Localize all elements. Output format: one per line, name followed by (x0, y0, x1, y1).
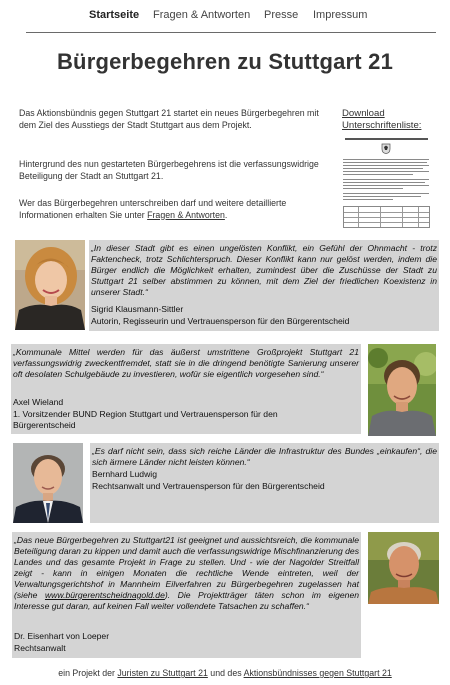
intro-paragraph-3-text: Wer das Bürgerbegehren unterschreiben darf und weitere detaillierte Informationen erhalten Sie unter (19, 198, 287, 220)
thumb-text-line (343, 196, 421, 197)
quote-author-3: Bernhard Ludwig (92, 469, 157, 479)
thumb-text-line (343, 159, 429, 160)
quote-box-1 (89, 240, 439, 331)
download-signature-list-link[interactable]: Download Unterschriftenliste: (342, 108, 422, 131)
thumb-table-rule (402, 207, 403, 227)
portrait-photo-older-man (368, 532, 439, 604)
thumb-table-rule (358, 207, 359, 227)
intro-paragraph-2: Hintergrund des nun gestarteten Bürgerbegehrens ist die verfassungswidrige Beteiligung der Stadt an Stuttgart 21. (19, 159, 319, 181)
nav-link-home[interactable]: Startseite (89, 9, 140, 21)
thumb-signature-table (343, 206, 430, 228)
quote-text-4-end: ). Die Projektträger täten schon im eigenen Interesse gut daran, auf keinen Fall weiter vollendete Tatsachen zu schaffen.“ (14, 590, 360, 611)
quote-box-4 (12, 532, 361, 658)
thumb-text-line (343, 179, 429, 180)
thumb-table-rule (380, 207, 381, 227)
thumb-table-rule (344, 222, 429, 223)
nav-link-faq[interactable]: Fragen & Antworten (153, 9, 251, 21)
juristen-link[interactable]: Juristen zu Stuttgart 21 (117, 668, 208, 678)
top-navigation (0, 9, 450, 25)
quote-author-role-4: Rechtsanwalt (14, 643, 66, 653)
intro-paragraph-1: Das Aktionsbündnis gegen Stuttgart 21 startet ein neues Bürgerbegehren mit dem Ziel des Ausstiegs der Stadt Stuttgart aus dem Projekt. (19, 108, 319, 130)
thumb-text-line (343, 165, 429, 166)
thumb-text-line (343, 199, 393, 200)
faq-inline-link[interactable]: Fragen & Antworten (147, 209, 225, 220)
nav-divider (26, 32, 436, 33)
thumb-title-line (345, 138, 428, 140)
page-title: Bürgerbegehren zu Stuttgart 21 (56, 49, 394, 74)
thumb-text-line (343, 171, 429, 172)
quote-author-2: Axel Wieland (13, 397, 64, 407)
quote-author-role-2: 1. Vorsitzender BUND Region Stuttgart und Vertrauensperson für den Bürgerentscheid (13, 409, 278, 430)
quote-box-3 (90, 443, 439, 523)
quote-author-role-3: Rechtsanwalt und Vertrauensperson für den Bürgerentscheid (92, 481, 325, 491)
quote-author-1: Sigrid Klausmann-Sittler (91, 304, 184, 314)
thumb-text-line (343, 193, 429, 194)
footer-credits (0, 668, 450, 678)
thumb-text-line (343, 168, 423, 169)
signature-list-thumbnail[interactable] (339, 135, 434, 231)
footer-text-start: ein Projekt der (58, 668, 118, 678)
nav-link-imprint[interactable]: Impressum (313, 9, 368, 21)
footer-text-middle: und des (207, 668, 244, 678)
intro-paragraph-3 (19, 198, 333, 221)
quote-text-1: „In dieser Stadt gibt es einen ungelösten Konflikt, ein Gefühl der Ohnmacht - trotz Faktencheck, trotz Schlichterspruch. Dieser Konflikt kann nur gelöst werden, indem die Bürger endlich die Möglichkeit erhalten, zumindest über die Zuschüsse der Stadt zu Stuttgart 21 selber abstimmen zu können, mit dem Ziel der friedlichen Koexistenz in unserer Stadt.“ (91, 243, 437, 297)
intro-paragraph-3-end: . (224, 209, 228, 220)
thumb-text-line (343, 188, 403, 189)
thumb-table-rule (418, 207, 419, 227)
aktionsbuendnis-link[interactable]: Aktionsbündnisses gegen Stuttgart 21 (243, 668, 392, 678)
coat-of-arms-icon (381, 143, 391, 154)
quote-text-4-start: „Das neue Bürgerbegehren zu Stuttgart21 ist geeignet und aussichtsreich, die kommunale Beteiligung daran zu kippen und damit auch die verfassungswidrige Mischfinanzierung des Landes und das gesamte Projekt in Frage zu stellen. Und - wie der Nagolder Streitfall zeigt - kann in einigen Monaten die rechtliche Wende eintreten, weil der Verwaltungsgerichtshof in Mannheim Eilverfahren zu Bürgerbegehren zugelassen hat (siehe (14, 535, 359, 600)
thumb-table-rule (344, 212, 429, 213)
nav-link-press[interactable]: Presse (264, 9, 299, 21)
quote-box-2 (11, 344, 361, 434)
thumb-text-line (343, 174, 413, 175)
thumb-text-line (343, 185, 429, 186)
quote-text-2: „Kommunale Mittel werden für das äußerst umstrittene Großprojekt Stuttgart 21 verfassungswidrig zweckentfremdet, statt sie in die dringend benötigte Sanierung unserer oft desolaten Schulgebäude zu investieren, wofür sie eigentlich vorgesehen sind.“ (13, 347, 359, 379)
thumb-text-line (343, 182, 425, 183)
buergerentscheid-nagold-link[interactable]: www.bürgerentscheidnagold.de (44, 590, 165, 600)
quote-author-4: Dr. Eisenhart von Loeper (14, 631, 110, 641)
portrait-photo-man-suit (13, 443, 83, 523)
portrait-photo-man-outdoors (368, 344, 436, 436)
quote-text-3: „Es darf nicht sein, dass sich reiche Länder die Infrastruktur des Bundes „einkaufen“, die sich ärmere Länder nicht leisten können.“ (92, 446, 437, 467)
quote-author-role-1: Autorin, Regisseurin und Vertrauensperson für den Bürgerentscheid (91, 316, 350, 326)
thumb-table-rule (344, 217, 429, 218)
thumb-text-line (343, 162, 427, 163)
quote-text-4 (14, 535, 359, 612)
portrait-photo-woman (15, 240, 85, 330)
